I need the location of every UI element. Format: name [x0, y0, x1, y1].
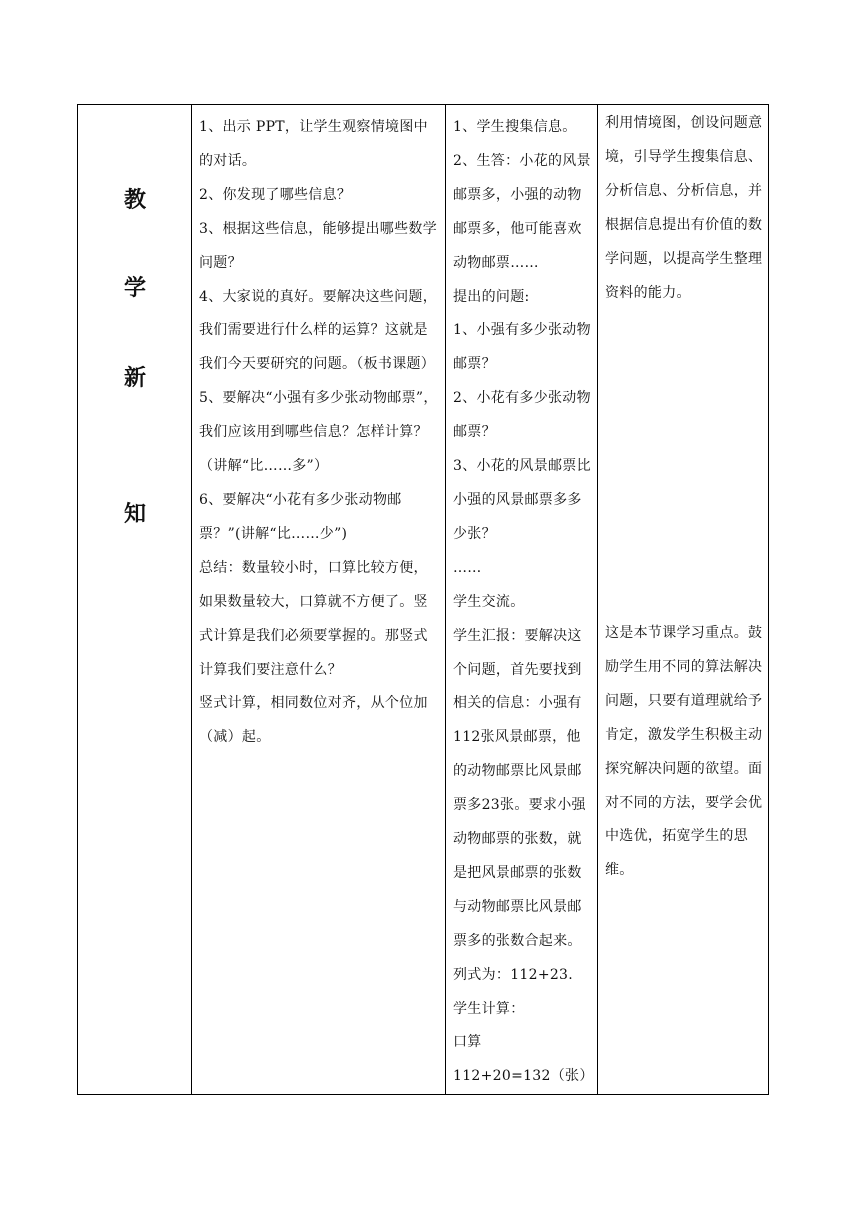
student-step: 学生计算： — [453, 1000, 525, 1017]
teacher-step: 3、根据这些信息，能够提出哪些数学问题？ — [199, 220, 438, 271]
design-intent-cell — [598, 105, 769, 1095]
student-step: …… — [453, 559, 482, 576]
student-step: 学生汇报：要解决这个问题，首先要找到相关的信息：小强有112张风景邮票，他的动物邮票比风景邮票多23张。要求小强动物邮票的张数，就是把风景邮票的张数与动物邮票比风景邮票多的张数合起来。列式为：112+23. — [453, 627, 586, 983]
student-step: 学生交流。 — [453, 593, 525, 610]
student-activity-cell — [446, 105, 598, 1095]
teacher-step: 5、要解决“小强有多少张动物邮票”，我们应该用到哪些信息？怎样计算？（讲解“比……多”） — [199, 390, 438, 475]
teacher-step: 竖式计算，相同数位对齐，从个位加（减）起。 — [199, 695, 428, 746]
teacher-activity-cell — [192, 105, 446, 1095]
student-step: 提出的问题: — [453, 288, 530, 305]
section-label-char: 新 — [123, 366, 146, 391]
table-row — [78, 105, 769, 1095]
teacher-step: 6、要解决“小花有多少张动物邮票？”(讲解“比……少”) — [199, 491, 402, 542]
student-step: 2、生答：小花的风景邮票多，小强的动物邮票多，他可能喜欢动物邮票…… — [453, 152, 591, 271]
section-label-char: 学 — [123, 276, 146, 301]
student-step: 1、学生搜集信息。 — [453, 119, 577, 135]
section-label-cell — [78, 105, 192, 1095]
section-label-char: 知 — [123, 502, 146, 527]
teacher-step: 2、你发现了哪些信息？ — [199, 186, 352, 203]
student-step: 2、小花有多少张动物邮票？ — [453, 390, 591, 441]
lesson-plan-table — [77, 104, 769, 1095]
student-step: 3、小花的风景邮票比小强的风景邮票多多少张？ — [453, 458, 591, 542]
teacher-summary: 总结：数量较小时，口算比较方便，如果数量较大，口算就不方便了。竖式计算是我们必须要掌握的。那竖式计算我们要注意什么？ — [199, 559, 428, 678]
design-intent-text: 利用情境图，创设问题意境，引导学生搜集信息、分析信息、分析信息，并根据信息提出有价值的数学问题，以提高学生整理资料的能力。 — [605, 115, 763, 301]
section-label-char: 教 — [123, 188, 146, 213]
student-step: 112+20=132（张） — [453, 1068, 594, 1085]
design-intent-text: 这是本节课学习重点。鼓励学生用不同的算法解决问题，只要有道理就给予肯定，激发学生积极主动探究解决问题的欲望。面对不同的方法，要学会优中选优，拓宽学生的思维。 — [605, 625, 763, 879]
teacher-step: 4、大家说的真好。要解决这些问题，我们需要进行什么样的运算？这就是我们今天要研究的问题。（板书课题） — [199, 288, 438, 373]
teacher-step: 1、出示 PPT，让学生观察情境图中的对话。 — [199, 119, 428, 169]
student-step: 口算 — [453, 1034, 482, 1051]
student-step: 1、小强有多少张动物邮票？ — [453, 322, 591, 373]
